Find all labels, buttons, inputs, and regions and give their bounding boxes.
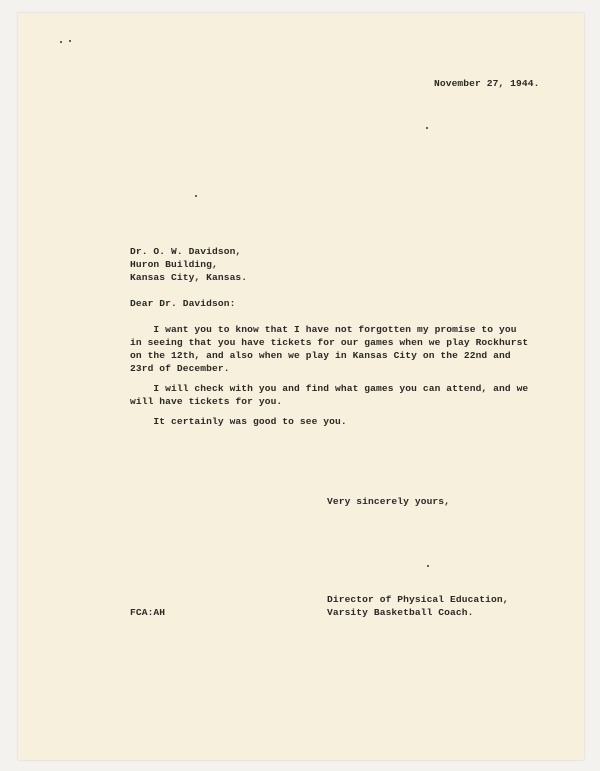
letter-date: November 27, 1944. — [434, 78, 540, 89]
signature-title-line2: Varsity Basketball Coach. — [327, 607, 474, 618]
ink-speck — [427, 565, 429, 567]
recipient-address-line1: Huron Building, — [130, 259, 218, 270]
closing: Very sincerely yours, — [327, 496, 451, 507]
ink-speck — [426, 127, 428, 129]
ink-speck — [69, 40, 71, 42]
letter-page — [18, 13, 584, 760]
paragraph-1-line-1: I want you to know that I have not forgotten my promise to you — [130, 324, 517, 335]
paragraph-3: It certainly was good to see you. — [130, 416, 347, 427]
paragraph-1-line-2: in seeing that you have tickets for our games when we play Rockhurst — [130, 337, 529, 348]
recipient-name: Dr. O. W. Davidson, — [130, 246, 242, 257]
paragraph-1-line-3: on the 12th, and also when we play in Kansas City on the 22nd and — [130, 350, 511, 361]
signature-title-line1: Director of Physical Education, — [327, 594, 509, 605]
ink-speck — [195, 195, 197, 197]
typist-initials: FCA:AH — [130, 607, 166, 618]
paragraph-2-line-1: I will check with you and find what games you can attend, and we — [130, 383, 529, 394]
salutation: Dear Dr. Davidson: — [130, 298, 236, 309]
paragraph-1-line-4: 23rd of December. — [130, 363, 230, 374]
paragraph-2-line-2: will have tickets for you. — [130, 396, 283, 407]
recipient-address-line2: Kansas City, Kansas. — [130, 272, 248, 283]
ink-speck — [60, 41, 62, 43]
